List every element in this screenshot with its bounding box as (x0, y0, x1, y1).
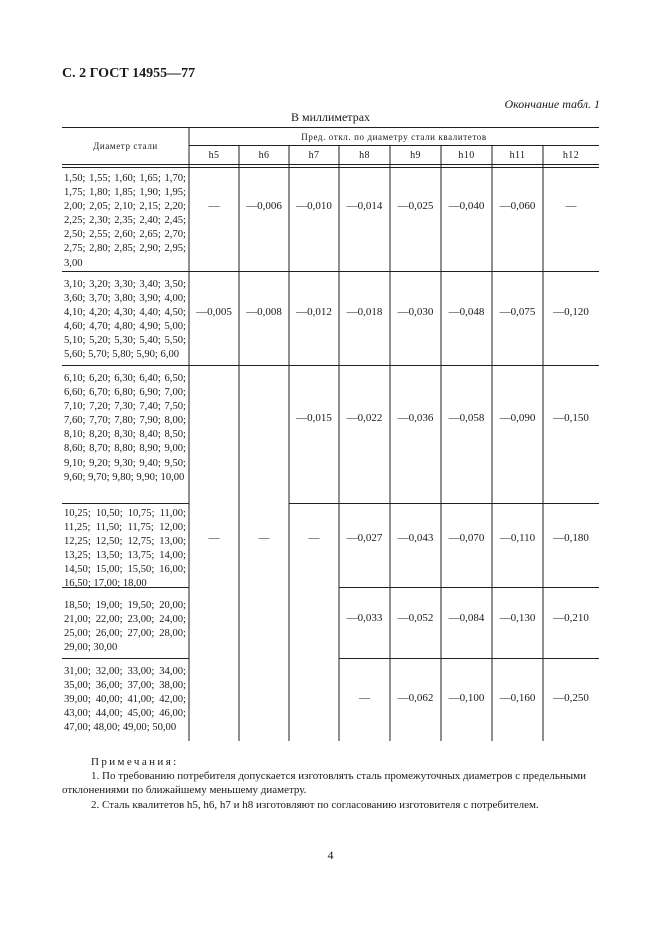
deviation-table (62, 127, 599, 741)
note-item-2: 2. Сталь квалитетов h5, h6, h7 и h8 изготовляют по согласованию изготовителя с потребителем. (91, 798, 539, 811)
notes-title: Примечания: (91, 756, 179, 768)
deviation-group-header: Пред. откл. по диаметру стали квалитетов (301, 132, 487, 142)
value-row-2-h12: —0,120 (553, 306, 589, 318)
grade-header-h9: h9 (410, 150, 421, 161)
value-rows-3-6-h5: — (208, 532, 220, 544)
value-row-3-h8: —0,022 (346, 412, 383, 424)
value-row-1-h7: —0,010 (296, 200, 332, 212)
diameter-list-row-2: 3,10; 3,20; 3,30; 3,40; 3,50; 3,60; 3,70; 3,80; 3,90; 4,00; 4,10; 4,20; 4,30; 4,40; 4,50; 4,60; 4,70; 4,80; 4,90; 5,00; 5,10; 5,20; 5,30; 5,40; 5,50; 5,60; 5,70; 5,80; 5,90; 6,00 (64, 279, 186, 361)
value-row-5-h9: —0,052 (397, 612, 434, 624)
grade-header-h7: h7 (308, 150, 320, 161)
grade-header-h10: h10 (458, 150, 475, 161)
value-row-6-h11: —0,160 (499, 692, 536, 704)
value-row-2-h6: —0,008 (246, 306, 282, 318)
value-row-6-h8: — (359, 692, 370, 704)
units-label: В миллиметрах (290, 110, 371, 124)
value-row-2-h7: —0,012 (296, 306, 332, 318)
value-row-3-h10: —0,058 (448, 412, 485, 424)
grade-header-h5: h5 (208, 150, 220, 161)
grade-header-h8: h8 (359, 150, 370, 161)
value-row-3-h12: —0,150 (553, 412, 589, 424)
value-row-3-h11: —0,090 (499, 412, 536, 424)
note-item-1: 1. По требованию потребителя допускается изготовлять сталь промежуточных диаметров с предельными отклонениями по ближайшему меньшему диаметру. (62, 770, 586, 797)
page-header: С. 2 ГОСТ 14955—77 (62, 66, 196, 81)
page-number: 4 (327, 848, 334, 862)
value-row-1-h8: —0,014 (346, 200, 383, 212)
value-row-4-h7: — (308, 532, 320, 544)
grade-header-h12: h12 (562, 150, 580, 161)
grade-header-h6: h6 (258, 150, 270, 161)
value-row-5-h11: —0,130 (499, 612, 536, 624)
diameter-list-row-4: 10,25; 10,50; 10,75; 11,00; 11,25; 11,50; 11,75; 12,00; 12,25; 12,50; 12,75; 13,00; 13,25; 13,50; 13,75; 14,00; 14,50; 15,00; 15,50; 16,00; 16,50; 17,00; 18,00 (64, 508, 186, 590)
notes-section (62, 755, 602, 812)
diameter-list-row-5: 18,50; 19,00; 19,50; 20,00; 21,00; 22,00; 23,00; 24,00; 25,00; 26,00; 27,00; 28,00; 29,00; 30,00 (64, 600, 186, 654)
value-row-2-h5: —0,005 (196, 306, 232, 318)
value-row-4-h12: —0,180 (553, 532, 589, 544)
value-rows-3-6-h6: — (258, 532, 270, 544)
diameter-list-row-6: 31,00; 32,00; 33,00; 34,00; 35,00; 36,00; 37,00; 38,00; 39,00; 40,00; 41,00; 42,00; 43,00; 44,00; 45,00; 46,00; 47,00; 48,00; 49,00; 50,00 (64, 666, 186, 734)
diameter-list-row-3: 6,10; 6,20; 6,30; 6,40; 6,50; 6,60; 6,70; 6,80; 6,90; 7,00; 7,10; 7,20; 7,30; 7,40; 7,50; 7,60; 7,70; 7,80; 7,90; 8,00; 8,10; 8,20; 8,30; 8,40; 8,50; 8,60; 8,70; 8,80; 8,90; 9,00; 9,10; 9,20; 9,30; 9,40; 9,50; 9,60; 9,70; 9,80; 9,90; 10,00 (64, 373, 186, 483)
table-caption: Окончание табл. 1 (504, 97, 600, 111)
value-row-1-h5: — (208, 200, 220, 212)
value-row-4-h11: —0,110 (499, 532, 536, 544)
value-row-3-h9: —0,036 (397, 412, 434, 424)
value-row-6-h9: —0,062 (397, 692, 434, 704)
value-row-5-h10: —0,084 (448, 612, 485, 624)
value-row-5-h12: —0,210 (553, 612, 589, 624)
value-row-1-h12: — (565, 200, 577, 212)
value-row-4-h9: —0,043 (397, 532, 434, 544)
value-row-6-h10: —0,100 (448, 692, 485, 704)
value-row-1-h9: —0,025 (397, 200, 434, 212)
value-row-3-h7: —0,015 (296, 412, 332, 424)
value-row-4-h8: —0,027 (346, 532, 383, 544)
value-row-2-h9: —0,030 (397, 306, 434, 318)
diameter-list-row-1: 1,50; 1,55; 1,60; 1,65; 1,70; 1,75; 1,80; 1,85; 1,90; 1,95; 2,00; 2,05; 2,10; 2,15; 2,20; 2,25; 2,30; 2,35; 2,40; 2,45; 2,50; 2,55; 2,60; 2,65; 2,70; 2,75; 2,80; 2,85; 2,90; 2,95; 3,00 (64, 173, 186, 269)
grade-header-h11: h11 (509, 150, 526, 161)
value-row-6-h12: —0,250 (553, 692, 589, 704)
value-row-2-h11: —0,075 (499, 306, 536, 318)
value-row-4-h10: —0,070 (448, 532, 485, 544)
value-row-2-h10: —0,048 (448, 306, 485, 318)
value-row-5-h8: —0,033 (346, 612, 383, 624)
value-row-1-h10: —0,040 (448, 200, 485, 212)
diameter-column-header: Диаметр стали (93, 141, 158, 151)
value-row-1-h6: —0,006 (246, 200, 282, 212)
value-row-1-h11: —0,060 (499, 200, 536, 212)
value-row-2-h8: —0,018 (346, 306, 383, 318)
